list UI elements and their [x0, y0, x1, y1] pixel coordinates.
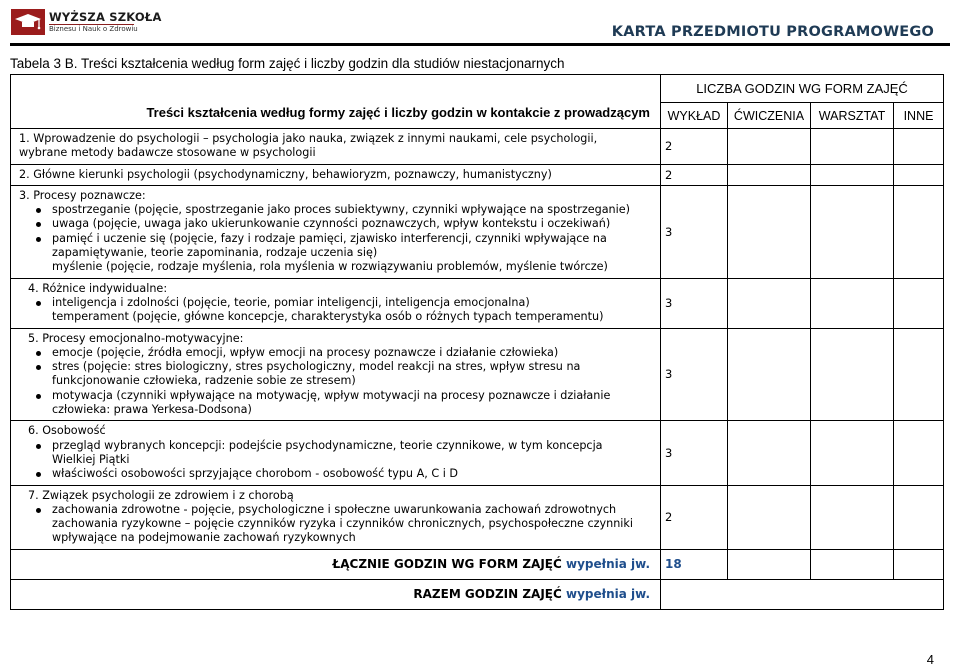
- content-line: 3. Procesy poznawcze:: [19, 188, 146, 202]
- hours-workshop: [811, 129, 894, 165]
- content-line: 2. Główne kierunki psychologii (psychodynamiczny, behawioryzm, poznawczy, humanistyczny): [19, 167, 552, 181]
- hours-workshop: [811, 485, 894, 549]
- content-line: 1. Wprowadzenie do psychologii – psychologia jako nauka, związek z innymi naukami, cele psychologii,: [19, 132, 598, 145]
- total-label-note: wypełnia jw.: [565, 587, 650, 602]
- hours-exercises: [728, 421, 811, 485]
- bullet-item: przegląd wybranych koncepcji: podejście psychodynamiczne, teorie czynnikowe, w tym koncepcja: [19, 439, 654, 453]
- content-row: [11, 164, 944, 185]
- hours-exercises: [728, 485, 811, 549]
- hours-other: [894, 164, 944, 185]
- logo-title: WYŻSZA SZKOŁA: [49, 10, 162, 24]
- sum-label-note: wypełnia jw.: [565, 557, 650, 572]
- document-header-title: KARTA PRZEDMIOTU PROGRAMOWEGO: [611, 24, 934, 40]
- sum-value-other: [894, 549, 944, 579]
- content-line: wybrane metody badawcze stosowane w psychologii: [19, 146, 316, 160]
- total-value: [661, 579, 944, 609]
- logo-subtitle: Biznesu i Nauk o Zdrowiu: [49, 25, 138, 33]
- total-label: [11, 579, 661, 609]
- hours-other: [894, 421, 944, 485]
- content-line: 5. Procesy emocjonalno-motywacyjne:: [28, 331, 244, 345]
- content-line: zachowania ryzykowne – pojęcie czynników ryzyka i czynników chronicznych, psychospołeczne czynniki: [52, 517, 634, 531]
- hours-lecture: 2: [661, 164, 728, 185]
- content-line: człowieka: prawa Yerkesa-Dodsona): [52, 403, 252, 417]
- hours-lecture: 3: [661, 185, 728, 278]
- content-line: temperament (pojęcie, główne koncepcje, charakterystyka osób o różnych typach temperamentu): [52, 310, 604, 324]
- sum-label: [11, 549, 661, 579]
- content-cell: [11, 185, 661, 278]
- hours-exercises: [728, 328, 811, 421]
- sum-label-text: ŁĄCZNIE GODZIN WG FORM ZAJĘĆ: [332, 557, 562, 572]
- content-row: [11, 129, 944, 165]
- hours-workshop: [811, 185, 894, 278]
- content-cell: [11, 129, 661, 165]
- hours-lecture: 3: [661, 328, 728, 421]
- content-rows: [11, 129, 944, 550]
- graduation-cap-icon: [10, 6, 46, 36]
- content-line: 7. Związek psychologii ze zdrowiem i z chorobą: [28, 488, 294, 502]
- content-cell: [11, 328, 661, 421]
- page-number: 4: [926, 652, 934, 667]
- bullet-item: inteligencja i zdolności (pojęcie, teorie, pomiar inteligencji, inteligencja emocjonalna): [19, 296, 654, 310]
- content-line: zapamiętywanie, teorie zapominania, rodzaje uczenia się): [52, 246, 378, 260]
- hours-other: [894, 328, 944, 421]
- content-row: [11, 185, 944, 278]
- content-line: Wielkiej Piątki: [52, 452, 130, 466]
- hours-exercises: [728, 129, 811, 165]
- content-cell: [11, 278, 661, 328]
- hours-lecture: 2: [661, 129, 728, 165]
- column-header-lecture: WYKŁAD: [661, 103, 728, 129]
- content-row: [11, 485, 944, 549]
- content-hours-table: [10, 74, 944, 610]
- header-divider: [10, 43, 950, 46]
- hours-other: [894, 185, 944, 278]
- content-line: wpływające na podejmowanie zachowań ryzykownych: [52, 531, 356, 545]
- hours-lecture: 3: [661, 421, 728, 485]
- column-header-other: INNE: [894, 103, 944, 129]
- content-cell: [11, 485, 661, 549]
- sum-value-exercises: [728, 549, 811, 579]
- bullet-item: pamięć i uczenie się (pojęcie, fazy i rodzaje pamięci, zjawisko interferencji, czynniki wpływające na: [19, 232, 654, 246]
- content-line: myślenie (pojęcie, rodzaje myślenia, rola myślenia w rozwiązywaniu problemów, myślenie twórcze): [52, 260, 608, 274]
- school-logo: [10, 4, 162, 38]
- hours-lecture: 3: [661, 278, 728, 328]
- content-line: 4. Różnice indywidualne:: [28, 281, 168, 295]
- sum-value-workshop: [811, 549, 894, 579]
- hours-exercises: [728, 164, 811, 185]
- table-caption: Tabela 3 B. Treści kształcenia według form zajęć i liczby godzin dla studiów niestacjonarnych: [10, 56, 565, 71]
- hours-exercises: [728, 278, 811, 328]
- bullet-item: emocje (pojęcie, źródła emocji, wpływ emocji na procesy poznawcze i działanie człowieka): [19, 346, 654, 360]
- content-cell: [11, 164, 661, 185]
- sum-value-lecture: 18: [661, 549, 728, 579]
- bullet-item: uwaga (pojęcie, uwaga jako ukierunkowanie czynności poznawczych, wpływ kontekstu i oczekiwań): [19, 217, 654, 231]
- hours-workshop: [811, 278, 894, 328]
- content-row: [11, 278, 944, 328]
- column-header-exercises: ĆWICZENIA: [728, 103, 811, 129]
- content-line: 6. Osobowość: [28, 424, 106, 438]
- bullet-item: spostrzeganie (pojęcie, spostrzeganie jako proces subiektywny, czynniki wpływające na spostrzeganie): [19, 203, 654, 217]
- hours-workshop: [811, 421, 894, 485]
- content-cell: [11, 421, 661, 485]
- hours-other: [894, 485, 944, 549]
- bullet-item: właściwości osobowości sprzyjające chorobom - osobowość typu A, C i D: [19, 467, 654, 481]
- bullet-item: zachowania zdrowotne - pojęcie, psychologiczne i społeczne uwarunkowania zachowań zdrowotnych: [19, 503, 654, 517]
- hours-other: [894, 278, 944, 328]
- hours-workshop: [811, 164, 894, 185]
- total-label-text: RAZEM GODZIN ZAJĘĆ: [413, 587, 562, 602]
- hours-other: [894, 129, 944, 165]
- bullet-item: stres (pojęcie: stres biologiczny, stres psychologiczny, model reakcji na stres, wpływ stresu na: [19, 360, 654, 374]
- content-line: funkcjonowanie człowieka, radzenie sobie ze stresem): [52, 374, 356, 388]
- content-column-header: Treści kształcenia według formy zajęć i liczby godzin w kontakcie z prowadzącym: [11, 75, 661, 129]
- hours-lecture: 2: [661, 485, 728, 549]
- hours-exercises: [728, 185, 811, 278]
- hours-workshop: [811, 328, 894, 421]
- content-row: [11, 328, 944, 421]
- hours-group-header: LICZBA GODZIN WG FORM ZAJĘĆ: [661, 75, 944, 103]
- column-header-workshop: WARSZTAT: [811, 103, 894, 129]
- bullet-item: motywacja (czynniki wpływające na motywację, wpływ motywacji na procesy poznawcze i działanie: [19, 389, 654, 403]
- content-row: [11, 421, 944, 485]
